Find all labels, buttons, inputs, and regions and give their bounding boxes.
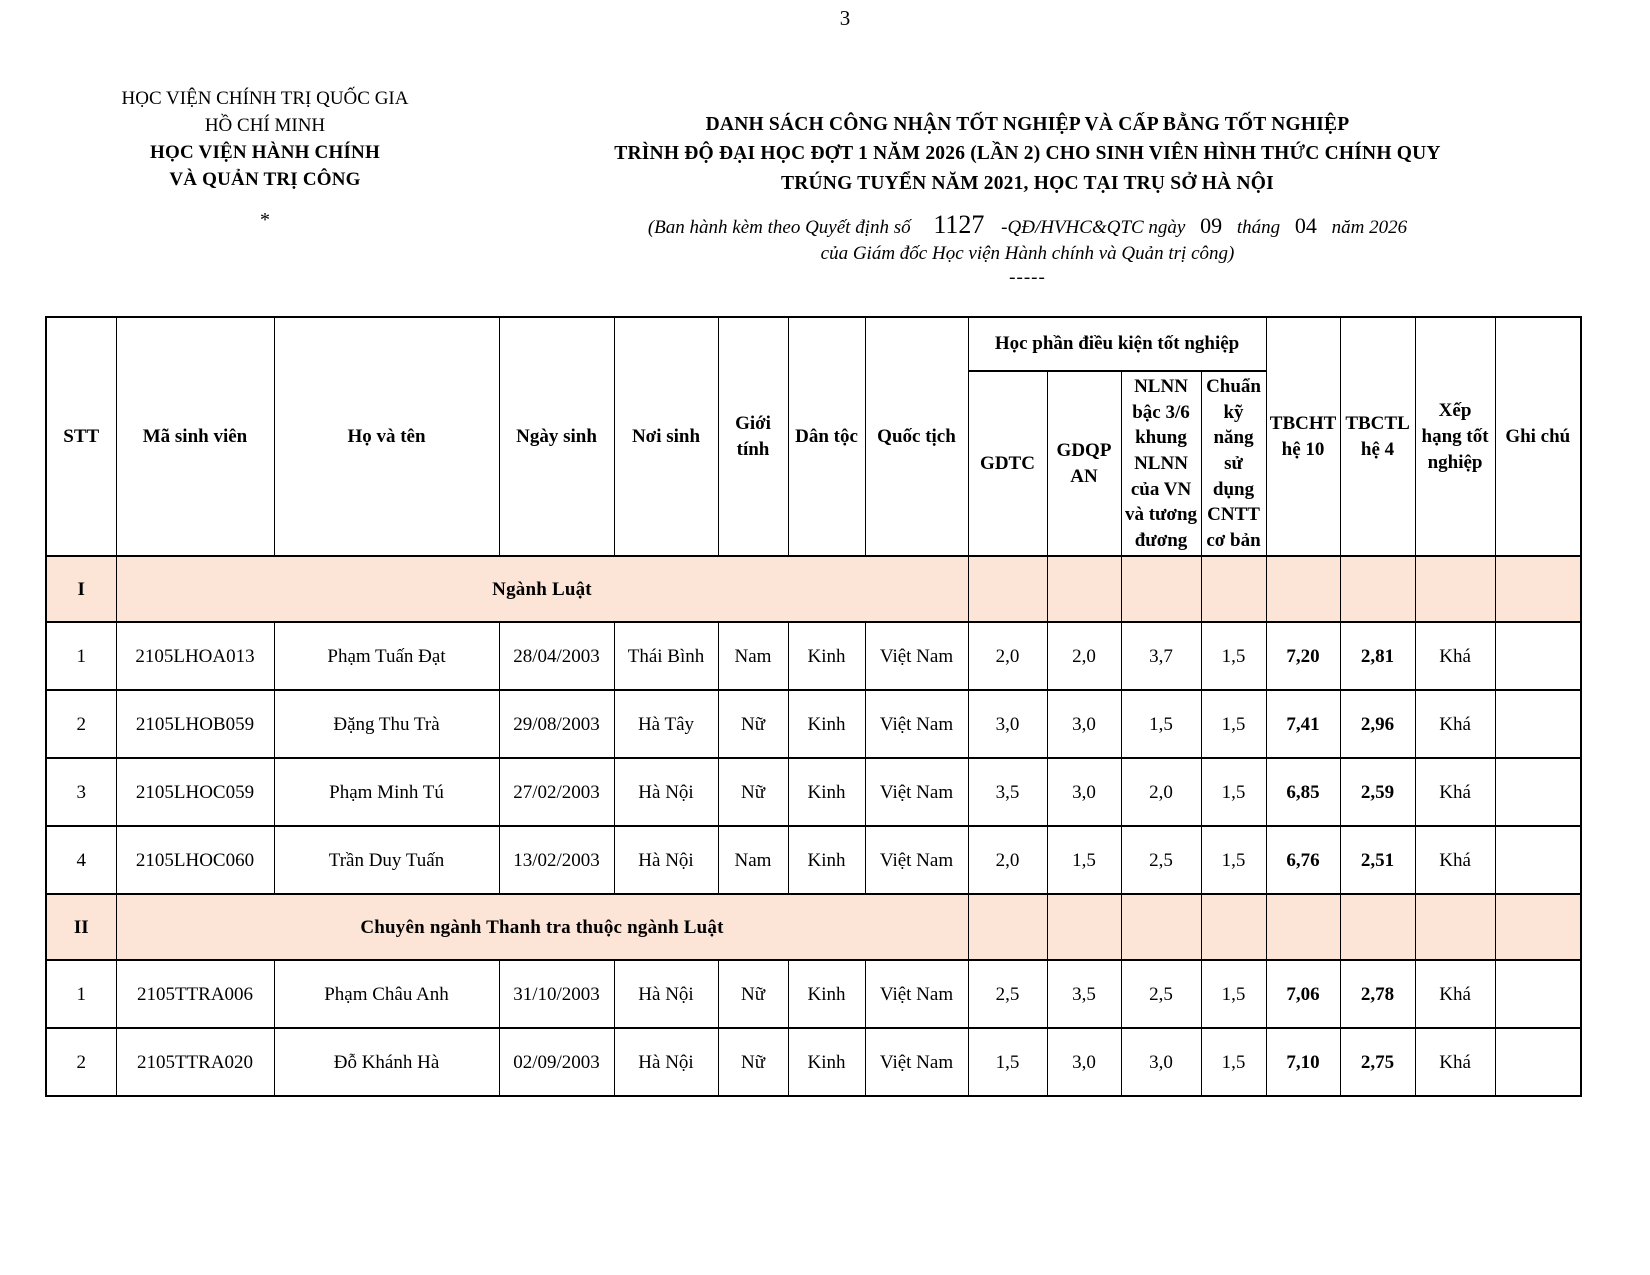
cell-gdtc: 2,0 (968, 826, 1047, 894)
cell-nlnn: 2,5 (1121, 960, 1201, 1028)
cell-note (1495, 758, 1581, 826)
cell-nationality: Việt Nam (865, 622, 968, 690)
cell-tbcht10: 7,41 (1266, 690, 1340, 758)
decision-reference-prefix: (Ban hành kèm theo Quyết định số (647, 216, 911, 238)
cell-ethnicity: Kinh (788, 758, 865, 826)
cell-nationality: Việt Nam (865, 1028, 968, 1096)
section-title: Chuyên ngành Thanh tra thuộc ngành Luật (116, 894, 968, 960)
cell-gdtc: 2,5 (968, 960, 1047, 1028)
col-header-tbcht10: TBCHT hệ 10 (1266, 317, 1340, 556)
cell-nationality: Việt Nam (865, 960, 968, 1028)
cell-gender: Nam (718, 826, 788, 894)
cell-full-name: Phạm Tuấn Đạt (274, 622, 499, 690)
cell-birth-place: Thái Bình (614, 622, 718, 690)
cell-birth-place: Hà Nội (614, 758, 718, 826)
table-row (46, 826, 1581, 894)
table-body (46, 556, 1581, 1096)
cell-nationality: Việt Nam (865, 758, 968, 826)
table-row (46, 758, 1581, 826)
col-header-gdtc: GDTC (968, 371, 1047, 556)
cell-ethnicity: Kinh (788, 622, 865, 690)
cell-student-code: 2105TTRA006 (116, 960, 274, 1028)
col-header-note: Ghi chú (1495, 317, 1581, 556)
col-header-gender: Giới tính (718, 317, 788, 556)
cell-birth-date: 28/04/2003 (499, 622, 614, 690)
doc-title-line-2: TRÌNH ĐỘ ĐẠI HỌC ĐỢT 1 NĂM 2026 (LẦN 2) CHO SINH VIÊN HÌNH THỨC CHÍNH QUY (614, 143, 1441, 165)
section-empty-cell (1121, 894, 1201, 960)
cell-note (1495, 1028, 1581, 1096)
cell-tbctl4: 2,51 (1340, 826, 1415, 894)
cell-tbctl4: 2,78 (1340, 960, 1415, 1028)
doc-title-line-3: TRÚNG TUYỂN NĂM 2021, HỌC TẠI TRỤ SỞ HÀ NỘI (781, 172, 1274, 194)
decision-reference-mid2: tháng (1236, 216, 1281, 238)
section-title: Ngành Luật (116, 556, 968, 622)
cell-student-code: 2105TTRA020 (116, 1028, 274, 1096)
cell-nlnn: 2,0 (1121, 758, 1201, 826)
section-empty-cell (1266, 556, 1340, 622)
cell-nlnn: 2,5 (1121, 826, 1201, 894)
cell-nlnn: 1,5 (1121, 690, 1201, 758)
col-header-student-code: Mã sinh viên (116, 317, 274, 556)
org-header (80, 86, 450, 234)
cell-nlnn: 3,0 (1121, 1028, 1201, 1096)
cell-gdtc: 1,5 (968, 1028, 1047, 1096)
decision-reference-mid1: -QĐ/HVHC&QTC ngày (1001, 216, 1186, 238)
cell-note (1495, 826, 1581, 894)
cell-cntt: 1,5 (1201, 690, 1266, 758)
cell-rank: Khá (1415, 690, 1495, 758)
org-header-line-1: HỌC VIỆN CHÍNH TRỊ QUỐC GIA (121, 88, 409, 109)
col-header-birth-date: Ngày sinh (499, 317, 614, 556)
cell-gdtc: 3,0 (968, 690, 1047, 758)
cell-tbcht10: 6,85 (1266, 758, 1340, 826)
section-empty-cell (1340, 894, 1415, 960)
decision-reference-mid3: năm 2026 (1331, 216, 1408, 238)
cell-tbcht10: 7,06 (1266, 960, 1340, 1028)
cell-full-name: Trần Duy Tuấn (274, 826, 499, 894)
cell-note (1495, 690, 1581, 758)
section-empty-cell (1495, 894, 1581, 960)
section-empty-cell (1495, 556, 1581, 622)
separator-dashes: ----- (1009, 266, 1046, 288)
cell-birth-place: Hà Tây (614, 690, 718, 758)
cell-full-name: Phạm Minh Tú (274, 758, 499, 826)
cell-student-code: 2105LHOA013 (116, 622, 274, 690)
cell-tbctl4: 2,81 (1340, 622, 1415, 690)
org-header-line-4: VÀ QUẢN TRỊ CÔNG (169, 168, 361, 190)
cell-stt: 1 (46, 960, 116, 1028)
section-empty-cell (1266, 894, 1340, 960)
cell-cntt: 1,5 (1201, 960, 1266, 1028)
cell-gdqpan: 2,0 (1047, 622, 1121, 690)
cell-gdtc: 2,0 (968, 622, 1047, 690)
table-row (46, 960, 1581, 1028)
cell-gender: Nữ (718, 960, 788, 1028)
cell-rank: Khá (1415, 758, 1495, 826)
col-header-gdqpan: GDQP AN (1047, 371, 1121, 556)
cell-birth-place: Hà Nội (614, 1028, 718, 1096)
cell-ethnicity: Kinh (788, 690, 865, 758)
title-block (575, 110, 1480, 289)
table-row (46, 690, 1581, 758)
section-empty-cell (968, 894, 1047, 960)
cell-nlnn: 3,7 (1121, 622, 1201, 690)
decision-month: 04 (1294, 212, 1317, 238)
cell-rank: Khá (1415, 826, 1495, 894)
section-empty-cell (968, 556, 1047, 622)
cell-tbctl4: 2,59 (1340, 758, 1415, 826)
cell-full-name: Đặng Thu Trà (274, 690, 499, 758)
cell-birth-date: 13/02/2003 (499, 826, 614, 894)
cell-student-code: 2105LHOC059 (116, 758, 274, 826)
cell-full-name: Đỗ Khánh Hà (274, 1028, 499, 1096)
cell-gdqpan: 3,0 (1047, 690, 1121, 758)
org-header-line-2: HỒ CHÍ MINH (204, 114, 326, 136)
cell-gender: Nữ (718, 1028, 788, 1096)
section-empty-cell (1201, 556, 1266, 622)
cell-birth-date: 27/02/2003 (499, 758, 614, 826)
cell-student-code: 2105LHOC060 (116, 826, 274, 894)
col-header-rank: Xếp hạng tốt nghiệp (1415, 317, 1495, 556)
cell-note (1495, 960, 1581, 1028)
cell-birth-date: 29/08/2003 (499, 690, 614, 758)
cell-gdtc: 3,5 (968, 758, 1047, 826)
cell-birth-date: 02/09/2003 (499, 1028, 614, 1096)
cell-gender: Nữ (718, 758, 788, 826)
cell-birth-place: Hà Nội (614, 826, 718, 894)
cell-student-code: 2105LHOB059 (116, 690, 274, 758)
cell-tbcht10: 6,76 (1266, 826, 1340, 894)
cell-gdqpan: 3,0 (1047, 758, 1121, 826)
section-empty-cell (1047, 894, 1121, 960)
cell-birth-date: 31/10/2003 (499, 960, 614, 1028)
cell-gdqpan: 1,5 (1047, 826, 1121, 894)
cell-stt: 2 (46, 690, 116, 758)
section-empty-cell (1415, 556, 1495, 622)
doc-title-line-1: DANH SÁCH CÔNG NHẬN TỐT NGHIỆP VÀ CẤP BẰNG TỐT NGHIỆP (705, 114, 1350, 135)
decision-reference (575, 210, 1480, 240)
col-header-nationality: Quốc tịch (865, 317, 968, 556)
cell-ethnicity: Kinh (788, 960, 865, 1028)
cell-cntt: 1,5 (1201, 758, 1266, 826)
cell-tbctl4: 2,75 (1340, 1028, 1415, 1096)
cell-stt: 2 (46, 1028, 116, 1096)
cell-gender: Nam (718, 622, 788, 690)
cell-cntt: 1,5 (1201, 826, 1266, 894)
col-header-cntt: Chuẩn kỹ năng sử dụng CNTT cơ bản (1201, 371, 1266, 556)
section-numeral: I (46, 556, 116, 622)
cell-tbctl4: 2,96 (1340, 690, 1415, 758)
cell-cntt: 1,5 (1201, 1028, 1266, 1096)
cell-birth-place: Hà Nội (614, 960, 718, 1028)
cell-full-name: Phạm Châu Anh (274, 960, 499, 1028)
cell-gdqpan: 3,0 (1047, 1028, 1121, 1096)
section-empty-cell (1415, 894, 1495, 960)
cell-stt: 1 (46, 622, 116, 690)
graduation-table (45, 316, 1582, 1097)
table-row (46, 1028, 1581, 1096)
cell-rank: Khá (1415, 622, 1495, 690)
col-header-nlnn: NLNN bậc 3/6 khung NLNN của VN và tương đương (1121, 371, 1201, 556)
section-row (46, 894, 1581, 960)
section-row (46, 556, 1581, 622)
col-header-stt: STT (46, 317, 116, 556)
section-empty-cell (1047, 556, 1121, 622)
cell-stt: 3 (46, 758, 116, 826)
cell-nationality: Việt Nam (865, 690, 968, 758)
cell-note (1495, 622, 1581, 690)
page-number: 3 (839, 6, 851, 30)
section-empty-cell (1340, 556, 1415, 622)
col-header-ethnicity: Dân tộc (788, 317, 865, 556)
col-header-graduation-condition-group: Học phần điều kiện tốt nghiệp (968, 317, 1266, 371)
decision-number: 1127 (933, 209, 985, 239)
cell-rank: Khá (1415, 960, 1495, 1028)
col-header-tbctl4: TBCTL hệ 4 (1340, 317, 1415, 556)
cell-tbcht10: 7,20 (1266, 622, 1340, 690)
org-header-line-3: HỌC VIỆN HÀNH CHÍNH (150, 141, 380, 163)
cell-ethnicity: Kinh (788, 826, 865, 894)
cell-stt: 4 (46, 826, 116, 894)
section-numeral: II (46, 894, 116, 960)
cell-tbcht10: 7,10 (1266, 1028, 1340, 1096)
cell-ethnicity: Kinh (788, 1028, 865, 1096)
decision-day: 09 (1200, 212, 1223, 238)
cell-nationality: Việt Nam (865, 826, 968, 894)
cell-rank: Khá (1415, 1028, 1495, 1096)
decision-issuer: của Giám đốc Học viện Hành chính và Quản trị công) (820, 242, 1235, 264)
cell-cntt: 1,5 (1201, 622, 1266, 690)
table-row (46, 622, 1581, 690)
org-header-separator: * (260, 208, 270, 231)
section-empty-cell (1201, 894, 1266, 960)
col-header-full-name: Họ và tên (274, 317, 499, 556)
section-empty-cell (1121, 556, 1201, 622)
col-header-birth-place: Nơi sinh (614, 317, 718, 556)
cell-gdqpan: 3,5 (1047, 960, 1121, 1028)
cell-gender: Nữ (718, 690, 788, 758)
